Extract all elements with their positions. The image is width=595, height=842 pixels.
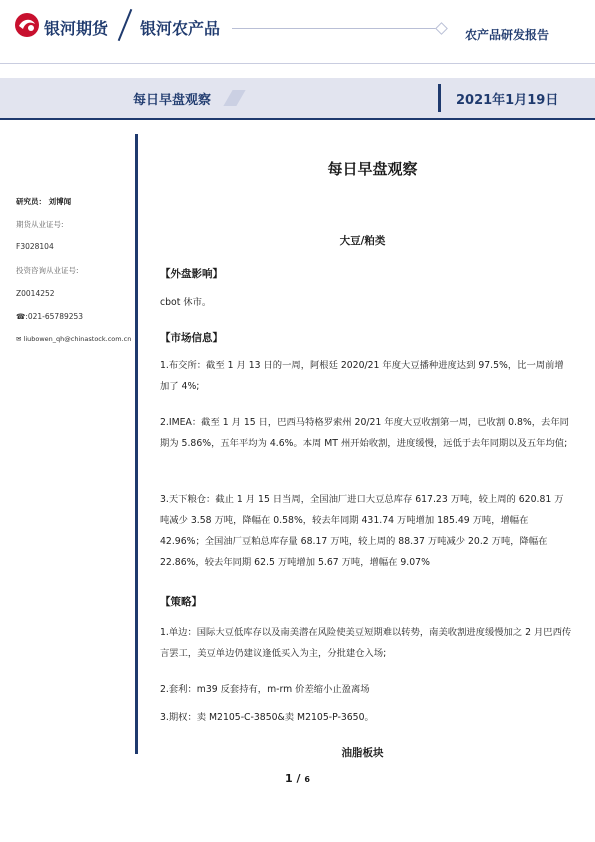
heading-strategy: 【策略】 <box>160 596 202 608</box>
page-title: 每日早盘观察 <box>327 160 418 178</box>
futures-cert-label: 期货从业证号: <box>16 220 64 229</box>
brand-sub: 银河农产品 <box>140 19 221 38</box>
external-text: cbot 休市。 <box>160 297 212 308</box>
sidebar-divider <box>135 134 138 754</box>
section-subtitle: 大豆/粕类 <box>339 235 386 247</box>
strategy-item-3: 3.期权：卖 M2105-C-3850&卖 M2105-P-3650。 <box>160 712 374 723</box>
header-line <box>232 28 437 29</box>
diamond-icon <box>435 22 448 35</box>
logo-icon <box>14 12 40 38</box>
page-current: 1 <box>285 772 293 785</box>
next-section-title: 油脂板块 <box>341 747 384 759</box>
band-title: 每日早盘观察 <box>133 93 212 108</box>
brand-divider <box>118 9 133 41</box>
market-item-1: 1.布交所：截至 1 月 13 日的一周，阿根廷 2020/21 年度大豆播种进度达到 97.5%，比一周前增加了 4%; <box>160 360 564 392</box>
futures-cert: F3028104 <box>16 242 54 251</box>
heading-market: 【市场信息】 <box>160 332 223 344</box>
report-date: 2021年1月19日 <box>456 93 559 108</box>
market-item-3: 3.天下粮仓：截止 1 月 15 日当周，全国油厂进口大豆总库存 617.23 万吨，较上周的 620.81 万吨减少 3.58 万吨，降幅在 0.58%，较去年同期 431.74 万吨增加 185.49 万吨，增幅在 42.96%；全国油厂豆粕总库存量 68.17 万吨，较上周的 88.37 万吨减少 20.2 万吨，降幅在 22.86%，较去年同期 62.5 万吨增加 5.67 万吨，增幅在 9.07% <box>160 494 564 568</box>
email-address[interactable]: ✉ liubowen_qh@chinastock.com.cn <box>16 335 132 343</box>
heading-external: 【外盘影响】 <box>160 268 223 280</box>
band-border <box>0 118 595 120</box>
market-item-2: 2.IMEA：截至 1 月 15 日，巴西马特格罗索州 20/21 年度大豆收割第一周，已收割 0.8%，去年同期为 5.86%，五年平均为 4.6%。本周 MT 州开始收割，进度缓慢，远低于去年同期以及五年均值; <box>160 417 569 449</box>
band-separator <box>438 84 441 112</box>
page-number: 1 / 6 <box>285 772 310 785</box>
researcher-name: 研究员： 刘博闻 <box>16 197 72 206</box>
strategy-item-2: 2.套利：m39 反套持有，m-rm 价差缩小止盈离场 <box>160 684 370 695</box>
phone-number: ☎:021-65789253 <box>16 312 84 321</box>
strategy-item-1: 1.单边：国际大豆低库存以及南美潜在风险使美豆短期难以转势，南美收割进度缓慢加之 2 月巴西传言罢工，美豆单边仍建议逢低买入为主，分批建仓入场; <box>160 627 572 659</box>
header-divider <box>0 63 595 64</box>
report-type: 农产品研发报告 <box>464 28 549 42</box>
page-total: 6 <box>304 775 310 784</box>
invest-cert: Z0014252 <box>16 289 55 298</box>
brand-name: 银河期货 <box>44 19 109 38</box>
invest-cert-label: 投资咨询从业证号: <box>16 266 79 275</box>
